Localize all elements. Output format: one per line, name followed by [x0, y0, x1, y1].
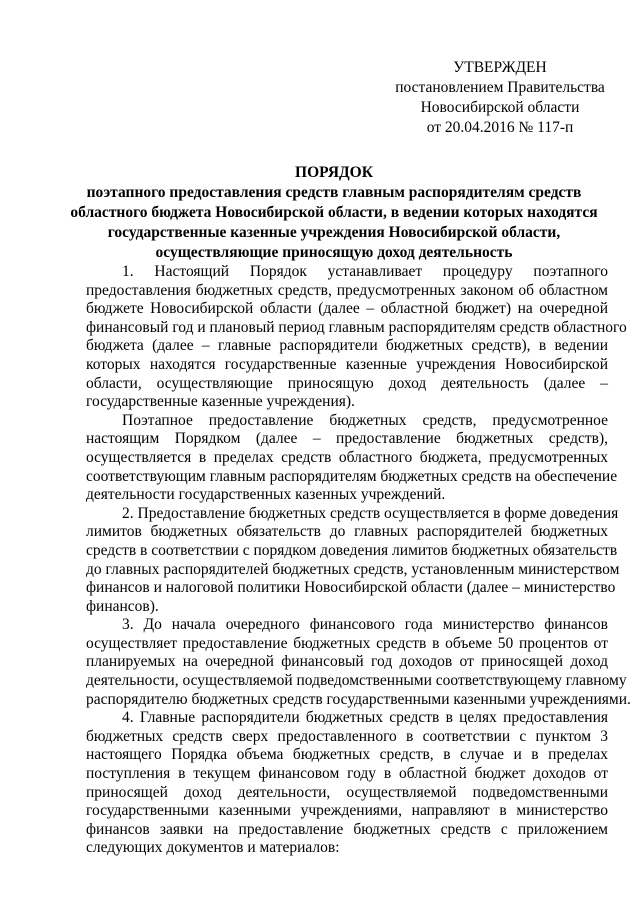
paragraph-line: бюджета (далее – главные распорядители бюджетных средств), в ведении: [86, 337, 608, 355]
paragraph-line: Поэтапное предоставление бюджетных средств, предусмотренное: [122, 411, 608, 429]
paragraph-line: финансов заявки на предоставление бюджетных средств с приложением: [86, 820, 608, 838]
title-line: осуществляющие приносящую доход деятельность: [155, 244, 513, 261]
paragraph-line: средств в соответствии с порядком доведения лимитов бюджетных обязательств: [86, 541, 618, 559]
paragraph: [86, 616, 631, 709]
paragraph-line: деятельности, осуществляемой подведомственными соответствующему главному: [86, 672, 627, 690]
paragraph-line: лимитов бюджетных обязательств до главных распорядителей бюджетных: [86, 523, 608, 541]
approval-heading: УТВЕРЖДЕН: [453, 59, 547, 76]
paragraph-line: 2. Предоставление бюджетных средств осуществляется в форме доведения: [122, 504, 619, 522]
title-heading: ПОРЯДОК: [295, 164, 373, 181]
paragraph-line: предоставления бюджетных средств, предусмотренных законом об областном: [86, 281, 608, 299]
title-line: поэтапного предоставления средств главным распорядителям средств: [86, 184, 582, 201]
document-title: [60, 163, 608, 263]
approval-line: постановлением Правительства: [395, 79, 605, 96]
paragraph-line: области, осуществляющие приносящую доход деятельность (далее –: [86, 374, 608, 392]
paragraph-line: осуществляет предоставление бюджетных средств в объеме 50 процентов от: [86, 634, 608, 652]
approval-stamp: [380, 58, 620, 138]
title-line: государственные казенные учреждения Новосибирской области,: [107, 224, 561, 241]
approval-line: от 20.04.2016 № 117-п: [426, 119, 574, 136]
paragraph-line: 1. Настоящий Порядок устанавливает процедуру поэтапного: [122, 263, 608, 280]
paragraph-line: следующих документов и материалов:: [86, 839, 340, 857]
paragraph-line: планируемых на очередной финансовый год доходов от приносящей доход: [86, 653, 608, 671]
paragraph-line: финансовый год и плановый период главным распорядителям средств областного: [86, 318, 627, 336]
paragraph-line: настоящего Порядка объема бюджетных средств, в случае и в пределах: [86, 746, 608, 764]
paragraph-line: поступления в текущем финансовом году в областной бюджет доходов от: [86, 765, 608, 783]
paragraph-line: настоящим Порядком (далее – предоставление бюджетных средств),: [86, 430, 608, 448]
paragraph-line: финансов и налоговой политики Новосибирской области (далее – министерство: [86, 579, 616, 597]
paragraph-line: бюджетных средств сверх предоставленного в соответствии с пунктом 3: [86, 727, 608, 745]
paragraph: [86, 411, 618, 505]
paragraph-line: осуществляется в пределах средств областного бюджета, предусмотренных: [86, 448, 608, 466]
paragraph-line: государственными казенными учреждениями, направляют в министерство: [86, 802, 608, 820]
paragraph-line: приносящей доход деятельности, осуществляемой подведомственными: [86, 783, 608, 801]
paragraph-line: соответствующим главным распорядителям бюджетных средств на обеспечение: [86, 467, 618, 485]
paragraph-line: деятельности государственных казенных учреждений.: [86, 486, 446, 504]
paragraph: [86, 263, 627, 412]
paragraph-line: финансов).: [86, 597, 159, 615]
paragraph-line: 3. До начала очередного финансового года министерство финансов: [122, 616, 608, 634]
paragraph: [86, 709, 608, 858]
paragraph-line: государственные казенные учреждения).: [86, 393, 355, 411]
document-body: [86, 263, 631, 858]
paragraph-line: до главных распорядителей бюджетных средств, установленным министерством: [86, 560, 620, 578]
title-line: областного бюджета Новосибирской области, в ведении которых находятся: [70, 204, 598, 221]
paragraph: [86, 504, 620, 617]
paragraph-line: которых находятся государственные казенные учреждения Новосибирской: [86, 355, 608, 373]
approval-line: Новосибирской области: [420, 99, 580, 116]
paragraph-line: 4. Главные распорядители бюджетных средств в целях предоставления: [122, 709, 608, 727]
paragraph-line: распорядителю бюджетных средств государственными казенными учреждениями.: [86, 690, 631, 708]
paragraph-line: бюджете Новосибирской области (далее – областной бюджет) на очередной: [86, 300, 608, 318]
